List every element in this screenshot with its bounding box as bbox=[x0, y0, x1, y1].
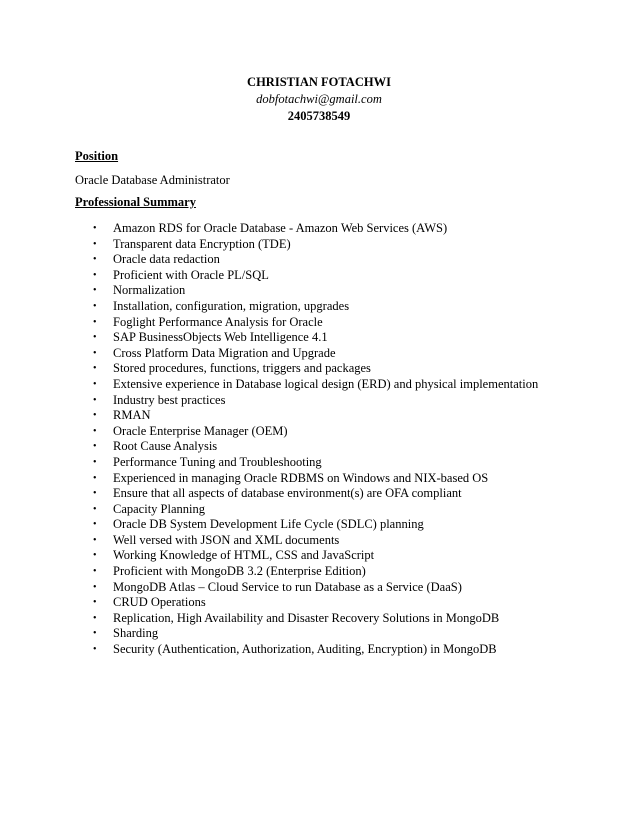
summary-item-text: Industry best practices bbox=[113, 392, 226, 407]
summary-item-text: Proficient with Oracle PL/SQL bbox=[113, 267, 269, 282]
bullet-icon: • bbox=[93, 316, 97, 328]
summary-item-text: Working Knowledge of HTML, CSS and JavaScript bbox=[113, 548, 375, 563]
summary-item-text: Stored procedures, functions, triggers and packages bbox=[113, 361, 371, 376]
bullet-icon: • bbox=[93, 441, 97, 453]
bullet-icon: • bbox=[93, 566, 97, 578]
summary-list-item bbox=[93, 580, 593, 596]
summary-list-item bbox=[93, 346, 593, 362]
summary-item-text: SAP BusinessObjects Web Intelligence 4.1 bbox=[113, 330, 328, 345]
bullet-icon: • bbox=[93, 503, 97, 515]
summary-item-text: Capacity Planning bbox=[113, 501, 205, 516]
position-heading: Position bbox=[75, 149, 119, 163]
candidate-name: CHRISTIAN FOTACHWI bbox=[247, 75, 391, 89]
summary-list-item bbox=[93, 377, 593, 393]
summary-list-item bbox=[93, 299, 593, 315]
bullet-icon: • bbox=[93, 394, 97, 406]
summary-item-text: Foglight Performance Analysis for Oracle bbox=[113, 314, 323, 329]
bullet-icon: • bbox=[93, 644, 97, 656]
summary-item-text: Replication, High Availability and Disaster Recovery Solutions in MongoDB bbox=[113, 610, 500, 625]
summary-list-item bbox=[93, 330, 593, 346]
summary-list-item bbox=[93, 642, 593, 658]
summary-item-text: Security (Authentication, Authorization, Auditing, Encryption) in MongoDB bbox=[113, 642, 497, 657]
summary-list-item bbox=[93, 393, 593, 409]
bullet-icon: • bbox=[93, 363, 97, 375]
summary-item-text: Ensure that all aspects of database environment(s) are OFA compliant bbox=[113, 486, 462, 501]
bullet-icon: • bbox=[93, 472, 97, 484]
summary-item-text: Amazon RDS for Oracle Database - Amazon Web Services (AWS) bbox=[113, 221, 448, 235]
summary-item-text: Proficient with MongoDB 3.2 (Enterprise Edition) bbox=[113, 564, 366, 579]
candidate-email: dobfotachwi@gmail.com bbox=[256, 92, 382, 106]
summary-item-text: CRUD Operations bbox=[113, 595, 206, 610]
summary-item-text: Oracle Enterprise Manager (OEM) bbox=[113, 423, 288, 438]
summary-list-item bbox=[93, 268, 593, 284]
bullet-icon: • bbox=[93, 347, 97, 359]
summary-list-item bbox=[93, 611, 593, 627]
summary-list-item bbox=[93, 455, 593, 471]
bullet-icon: • bbox=[93, 488, 97, 500]
bullet-icon: • bbox=[93, 519, 97, 531]
summary-list-item bbox=[93, 424, 593, 440]
bullet-icon: • bbox=[93, 238, 97, 250]
summary-list-item bbox=[93, 221, 593, 237]
summary-item-text: Extensive experience in Database logical design (ERD) and physical implementation bbox=[113, 376, 539, 391]
summary-item-text: Installation, configuration, migration, upgrades bbox=[113, 298, 350, 313]
summary-list-item bbox=[93, 564, 593, 580]
resume-header bbox=[0, 74, 638, 125]
summary-list-item bbox=[93, 408, 593, 424]
summary-list-item bbox=[93, 533, 593, 549]
summary-list-item bbox=[93, 548, 593, 564]
summary-list-item bbox=[93, 595, 593, 611]
bullet-icon: • bbox=[93, 628, 97, 640]
summary-list-item bbox=[93, 361, 593, 377]
summary-list-item bbox=[93, 283, 593, 299]
professional-summary-heading: Professional Summary bbox=[75, 195, 196, 209]
summary-item-text: Oracle DB System Development Life Cycle (SDLC) planning bbox=[113, 517, 424, 532]
bullet-icon: • bbox=[93, 378, 97, 390]
bullet-icon: • bbox=[93, 612, 97, 624]
bullet-icon: • bbox=[93, 285, 97, 297]
bullet-icon: • bbox=[93, 410, 97, 422]
bullet-icon: • bbox=[93, 597, 97, 609]
summary-list-item bbox=[93, 517, 593, 533]
summary-item-text: Performance Tuning and Troubleshooting bbox=[113, 454, 322, 469]
summary-item-text: Oracle data redaction bbox=[113, 252, 220, 267]
summary-item-text: Cross Platform Data Migration and Upgrade bbox=[113, 345, 336, 360]
bullet-icon: • bbox=[93, 223, 97, 234]
professional-summary-list bbox=[93, 221, 593, 658]
summary-list-item bbox=[93, 626, 593, 642]
summary-item-text: RMAN bbox=[113, 408, 151, 423]
candidate-phone: 2405738549 bbox=[287, 109, 351, 123]
summary-list-item bbox=[93, 252, 593, 268]
summary-list-item bbox=[93, 237, 593, 253]
summary-list-item bbox=[93, 502, 593, 518]
summary-list-item bbox=[93, 486, 593, 502]
summary-list-item bbox=[93, 439, 593, 455]
summary-item-text: Transparent data Encryption (TDE) bbox=[113, 236, 291, 251]
bullet-icon: • bbox=[93, 425, 97, 437]
bullet-icon: • bbox=[93, 534, 97, 546]
bullet-icon: • bbox=[93, 456, 97, 468]
bullet-icon: • bbox=[93, 550, 97, 562]
summary-item-text: Well versed with JSON and XML documents bbox=[113, 532, 340, 547]
bullet-icon: • bbox=[93, 581, 97, 593]
bullet-icon: • bbox=[93, 332, 97, 344]
summary-list-item bbox=[93, 471, 593, 487]
summary-item-text: Root Cause Analysis bbox=[113, 439, 218, 454]
summary-item-text: Normalization bbox=[113, 283, 186, 298]
summary-item-text: Sharding bbox=[113, 626, 159, 641]
summary-item-text: Experienced in managing Oracle RDBMS on Windows and NIX-based OS bbox=[113, 470, 489, 485]
summary-list-item bbox=[93, 315, 593, 331]
bullet-icon: • bbox=[93, 269, 97, 281]
position-title: Oracle Database Administrator bbox=[75, 173, 230, 187]
bullet-icon: • bbox=[93, 300, 97, 312]
summary-item-text: MongoDB Atlas – Cloud Service to run Database as a Service (DaaS) bbox=[113, 579, 462, 594]
bullet-icon: • bbox=[93, 254, 97, 266]
